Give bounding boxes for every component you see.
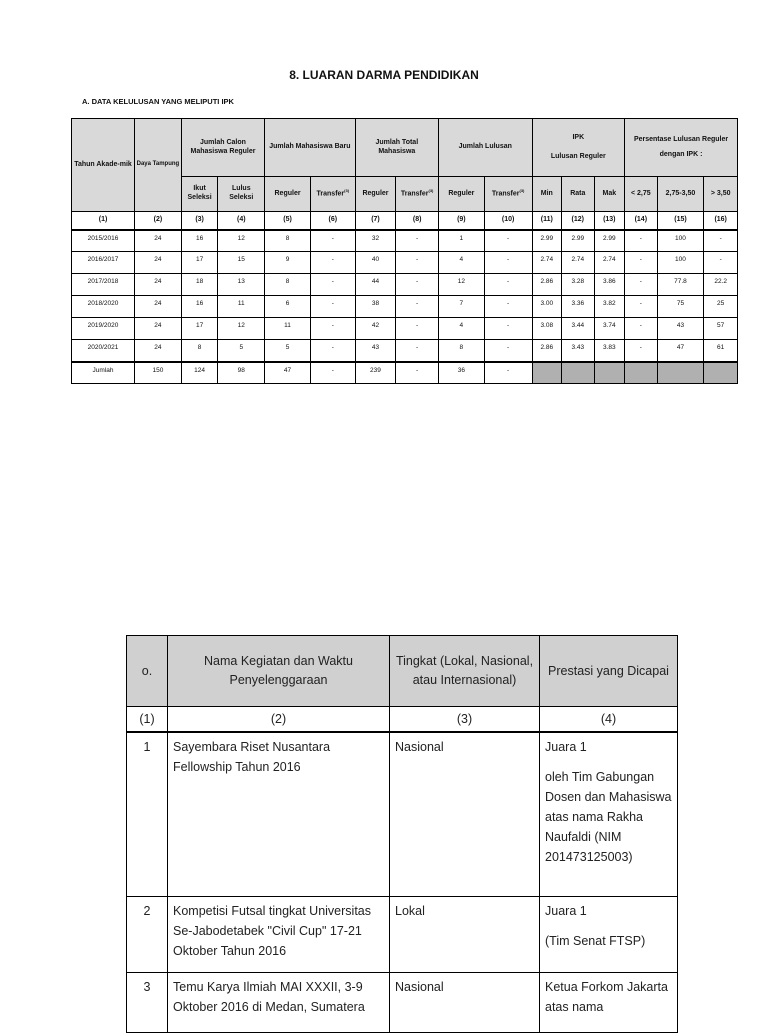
achievement-header-row (127, 636, 678, 707)
cell-maba-reguler: 6 (265, 296, 311, 318)
cell-total-reguler: 32 (355, 230, 396, 252)
prestasi-main: Juara 1 (545, 903, 587, 918)
header-persentase-label: Persentase Lulusan Reguler (633, 135, 729, 143)
header-maba-transfer (310, 177, 355, 212)
total-total-reguler: 239 (355, 362, 396, 384)
header-nama-kegiatan: Nama Kegiatan dan Waktu Penyelenggaraan (168, 636, 390, 707)
header-lulusan: Jumlah Lulusan (438, 119, 532, 177)
cell-ipk-rata: 3.43 (562, 340, 595, 362)
cell-lulusan-transfer: - (484, 274, 532, 296)
col-number: (14) (625, 212, 658, 230)
cell-lulus-seleksi: 12 (218, 230, 265, 252)
row-tingkat: Lokal (390, 896, 540, 972)
transfer-sup: (3) (344, 188, 350, 194)
cell-lulusan-transfer: - (484, 252, 532, 274)
cell-ipk-mak: 3.86 (594, 274, 625, 296)
cell-lulusan-reguler: 4 (438, 252, 484, 274)
total-maba-reguler: 47 (265, 362, 311, 384)
cell-ipk-min: 2.86 (532, 340, 561, 362)
header-ipk-mak: Mak (594, 177, 625, 212)
transfer-sup: (3) (428, 188, 434, 194)
table-row (72, 318, 738, 340)
col-number: (12) (562, 212, 595, 230)
col-number: (3) (390, 707, 540, 733)
cell-ipk-min: 2.86 (532, 274, 561, 296)
header-lt-275: < 2,75 (625, 177, 658, 212)
cell-total-reguler: 43 (355, 340, 396, 362)
cell-daya-tampung: 24 (135, 274, 182, 296)
cell-ikut-seleksi: 18 (181, 274, 218, 296)
cell-pct-275-350: 47 (657, 340, 704, 362)
total-empty-shaded-cell (562, 362, 595, 384)
col-number: (4) (540, 707, 678, 733)
cell-lulusan-reguler: 1 (438, 230, 484, 252)
header-lulusan-reguler: Reguler (438, 177, 484, 212)
header-maba: Jumlah Mahasiswa Baru (265, 119, 355, 177)
cell-ipk-rata: 2.74 (562, 252, 595, 274)
cell-total-transfer: - (396, 318, 439, 340)
cell-tahun: 2016/2017 (72, 252, 135, 274)
header-ipk-sub: Lulusan Reguler (550, 152, 606, 160)
prestasi-detail: (Tim Senat FTSP) (545, 933, 646, 948)
cell-ipk-mak: 2.99 (594, 230, 625, 252)
row-number: 3 (127, 972, 168, 1032)
total-lulusan-transfer: - (484, 362, 532, 384)
cell-ikut-seleksi: 16 (181, 230, 218, 252)
cell-tahun: 2020/2021 (72, 340, 135, 362)
prestasi-main: Juara 1 (545, 740, 587, 754)
column-number-row (72, 212, 738, 230)
cell-lulus-seleksi: 12 (218, 318, 265, 340)
cell-ipk-min: 2.99 (532, 230, 561, 252)
cell-lulus-seleksi: 5 (218, 340, 265, 362)
transfer-label: Transfer (400, 190, 429, 198)
col-number: (13) (594, 212, 625, 230)
cell-tahun: 2015/2016 (72, 230, 135, 252)
transfer-label: Transfer (316, 190, 345, 198)
cell-maba-reguler: 9 (265, 252, 311, 274)
cell-ipk-min: 3.08 (532, 318, 561, 340)
cell-ipk-rata: 2.99 (562, 230, 595, 252)
section-title: 8. LUARAN DARMA PENDIDIKAN (289, 68, 479, 82)
row-tingkat: Nasional (390, 972, 540, 1032)
total-lulusan-reguler: 36 (438, 362, 484, 384)
row-prestasi (540, 972, 678, 1032)
cell-total-transfer: - (396, 340, 439, 362)
col-number: (8) (396, 212, 439, 230)
subsection-title: A. DATA KELULUSAN YANG MELIPUTI IPK (82, 97, 234, 106)
header-ipk-rata: Rata (562, 177, 595, 212)
header-lulus-seleksi: Lulus Seleksi (218, 177, 265, 212)
row-nama-kegiatan: Sayembara Riset Nusantara Fellowship Tahun 2016 (168, 732, 390, 896)
cell-maba-reguler: 5 (265, 340, 311, 362)
cell-ikut-seleksi: 16 (181, 296, 218, 318)
col-number: (9) (438, 212, 484, 230)
cell-pct-lt-275: - (625, 340, 658, 362)
row-number: 1 (127, 732, 168, 896)
achievement-col-number-row (127, 707, 678, 733)
col-number: (6) (310, 212, 355, 230)
cell-total-transfer: - (396, 274, 439, 296)
row-nama-kegiatan: Temu Karya Ilmiah MAI XXXII, 3-9 Oktober 2016 di Medan, Sumatera (168, 972, 390, 1032)
cell-total-reguler: 40 (355, 252, 396, 274)
total-empty-shaded-cell (657, 362, 704, 384)
achievement-table (126, 635, 678, 1033)
cell-pct-275-350: 100 (657, 230, 704, 252)
cell-pct-gt-350: 25 (704, 296, 738, 318)
cell-ipk-min: 2.74 (532, 252, 561, 274)
achievement-row (127, 972, 678, 1032)
cell-tahun: 2017/2018 (72, 274, 135, 296)
cell-pct-lt-275: - (625, 274, 658, 296)
cell-pct-lt-275: - (625, 296, 658, 318)
cell-lulus-seleksi: 15 (218, 252, 265, 274)
cell-ipk-rata: 3.44 (562, 318, 595, 340)
cell-pct-gt-350: - (704, 230, 738, 252)
cell-lulusan-transfer: - (484, 230, 532, 252)
cell-maba-transfer: - (310, 274, 355, 296)
table-row (72, 230, 738, 252)
cell-ikut-seleksi: 17 (181, 252, 218, 274)
total-row (72, 362, 738, 384)
header-prestasi: Prestasi yang Dicapai (540, 636, 678, 707)
cell-pct-275-350: 77.8 (657, 274, 704, 296)
cell-pct-275-350: 43 (657, 318, 704, 340)
cell-total-transfer: - (396, 230, 439, 252)
graduation-data-body (72, 230, 738, 384)
row-tingkat: Nasional (390, 732, 540, 896)
cell-daya-tampung: 24 (135, 296, 182, 318)
cell-daya-tampung: 24 (135, 252, 182, 274)
cell-total-transfer: - (396, 252, 439, 274)
row-nama-kegiatan: Kompetisi Futsal tingkat Universitas Se-Jabodetabek "Civil Cup" 17-21 Oktober Tahun 2016 (168, 896, 390, 972)
row-prestasi (540, 732, 678, 896)
total-tahun: Jumlah (72, 362, 135, 384)
header-row-1 (72, 119, 738, 177)
cell-pct-lt-275: - (625, 230, 658, 252)
table-row (72, 274, 738, 296)
cell-maba-transfer: - (310, 296, 355, 318)
table-row (72, 252, 738, 274)
cell-pct-lt-275: - (625, 252, 658, 274)
col-number: (11) (532, 212, 561, 230)
cell-lulusan-transfer: - (484, 340, 532, 362)
cell-maba-transfer: - (310, 318, 355, 340)
col-number: (2) (135, 212, 182, 230)
cell-ipk-rata: 3.28 (562, 274, 595, 296)
col-number: (3) (181, 212, 218, 230)
header-275-350: 2,75-3,50 (657, 177, 704, 212)
cell-ipk-mak: 3.83 (594, 340, 625, 362)
cell-lulusan-reguler: 7 (438, 296, 484, 318)
total-maba-transfer: - (310, 362, 355, 384)
cell-maba-reguler: 11 (265, 318, 311, 340)
col-number: (16) (704, 212, 738, 230)
transfer-label: Transfer (491, 190, 520, 198)
cell-pct-gt-350: 22.2 (704, 274, 738, 296)
total-lulus-seleksi: 98 (218, 362, 265, 384)
header-lulusan-transfer (484, 177, 532, 212)
cell-daya-tampung: 24 (135, 230, 182, 252)
header-ipk-min: Min (532, 177, 561, 212)
row-prestasi (540, 896, 678, 972)
header-persentase-sub: dengan IPK : (659, 150, 703, 158)
total-ikut-seleksi: 124 (181, 362, 218, 384)
transfer-sup: (3) (519, 188, 525, 194)
total-empty-shaded-cell (625, 362, 658, 384)
header-daya-tampung: Daya Tampung (135, 119, 182, 212)
total-total-transfer: - (396, 362, 439, 384)
cell-ipk-mak: 3.74 (594, 318, 625, 340)
cell-lulus-seleksi: 11 (218, 296, 265, 318)
graduation-data-table (71, 118, 738, 384)
prestasi-main: Ketua Forkom Jakarta atas nama (545, 979, 668, 1014)
total-empty-shaded-cell (704, 362, 738, 384)
col-number: (5) (265, 212, 311, 230)
cell-ikut-seleksi: 17 (181, 318, 218, 340)
cell-pct-gt-350: 57 (704, 318, 738, 340)
cell-maba-transfer: - (310, 252, 355, 274)
col-number: (2) (168, 707, 390, 733)
achievement-row (127, 896, 678, 972)
cell-tahun: 2019/2020 (72, 318, 135, 340)
header-total: Jumlah Total Mahasiswa (355, 119, 438, 177)
cell-lulusan-reguler: 8 (438, 340, 484, 362)
table-row (72, 296, 738, 318)
header-total-reguler: Reguler (355, 177, 396, 212)
cell-pct-gt-350: 61 (704, 340, 738, 362)
col-number: (1) (72, 212, 135, 230)
cell-lulusan-reguler: 4 (438, 318, 484, 340)
table-row (72, 340, 738, 362)
cell-total-reguler: 38 (355, 296, 396, 318)
cell-maba-transfer: - (310, 230, 355, 252)
cell-daya-tampung: 24 (135, 318, 182, 340)
cell-pct-lt-275: - (625, 318, 658, 340)
cell-maba-reguler: 8 (265, 274, 311, 296)
col-number: (1) (127, 707, 168, 733)
cell-maba-reguler: 8 (265, 230, 311, 252)
col-number: (15) (657, 212, 704, 230)
header-gt-350: > 3,50 (704, 177, 738, 212)
cell-daya-tampung: 24 (135, 340, 182, 362)
header-no: o. (127, 636, 168, 707)
prestasi-detail: oleh Tim Gabungan Dosen dan Mahasiswa atas nama Rakha Naufaldi (NIM 201473125003) (545, 770, 672, 864)
total-empty-shaded-cell (532, 362, 561, 384)
cell-total-reguler: 44 (355, 274, 396, 296)
cell-lulusan-transfer: - (484, 318, 532, 340)
cell-ipk-rata: 3.36 (562, 296, 595, 318)
header-tingkat: Tingkat (Lokal, Nasional, atau Internasional) (390, 636, 540, 707)
header-tahun: Tahun Akade-mik (72, 119, 135, 212)
total-empty-shaded-cell (594, 362, 625, 384)
cell-lulusan-reguler: 12 (438, 274, 484, 296)
cell-total-reguler: 42 (355, 318, 396, 340)
col-number: (10) (484, 212, 532, 230)
cell-maba-transfer: - (310, 340, 355, 362)
col-number: (7) (355, 212, 396, 230)
col-number: (4) (218, 212, 265, 230)
cell-ikut-seleksi: 8 (181, 340, 218, 362)
header-persentase (625, 119, 738, 177)
cell-total-transfer: - (396, 296, 439, 318)
total-daya-tampung: 150 (135, 362, 182, 384)
cell-tahun: 2018/2020 (72, 296, 135, 318)
achievement-row (127, 732, 678, 896)
header-total-transfer (396, 177, 439, 212)
header-ikut-seleksi: Ikut Seleksi (181, 177, 218, 212)
cell-pct-275-350: 100 (657, 252, 704, 274)
cell-pct-275-350: 75 (657, 296, 704, 318)
header-maba-reguler: Reguler (265, 177, 311, 212)
cell-ipk-mak: 2.74 (594, 252, 625, 274)
cell-lulusan-transfer: - (484, 296, 532, 318)
header-ipk (532, 119, 625, 177)
cell-pct-gt-350: - (704, 252, 738, 274)
header-ipk-label: IPK (572, 133, 585, 141)
cell-ipk-mak: 3.82 (594, 296, 625, 318)
header-calon: Jumlah Calon Mahasiswa Reguler (181, 119, 264, 177)
row-number: 2 (127, 896, 168, 972)
cell-ipk-min: 3.00 (532, 296, 561, 318)
cell-lulus-seleksi: 13 (218, 274, 265, 296)
